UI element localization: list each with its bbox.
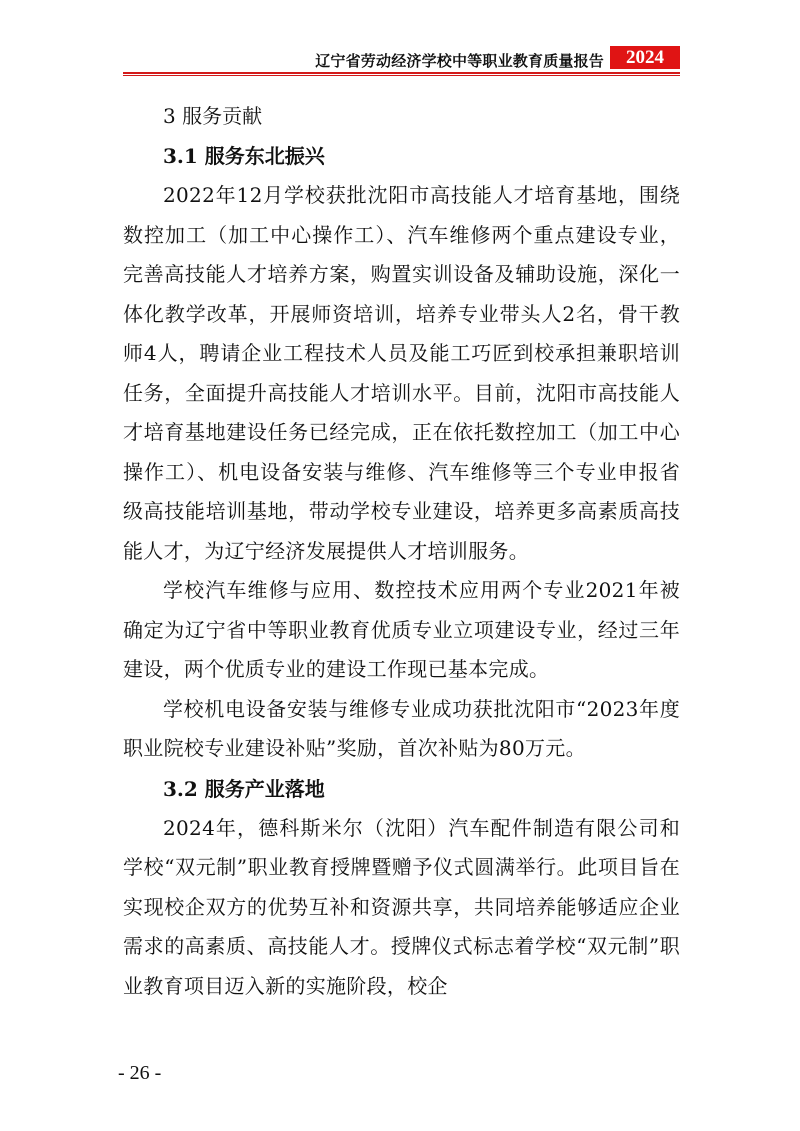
paragraph: 学校机电设备安装与维修专业成功获批沈阳市“2023年度职业院校专业建设补贴”奖励，首次补贴为80万元。 xyxy=(123,696,680,760)
paragraph: 学校汽车维修与应用、数控技术应用两个专业2021年被确定为辽宁省中等职业教育优质专业立项建设专业，经过三年建设，两个优质专业的建设工作现已基本完成。 xyxy=(123,578,680,681)
header-rule xyxy=(123,72,680,74)
paragraph: 2022年12月学校获批沈阳市高技能人才培育基地，围绕数控加工（加工中心操作工）、汽车维修两个重点建设专业，完善高技能人才培养方案，购置实训设备及辅助设施，深化一体化教学改革，开展师资培训，培养专业带头人2名，骨干教师4人，聘请企业工程技术人员及能工巧匠到校承担兼职培训任务，全面提升高技能人才培训水平。目前，沈阳市高技能人才培育基地建设任务已经完成，正在依托数控加工（加工中心操作工）、机电设备安装与维修、汽车维修等三个专业申报省级高技能培训基地，带动学校专业建设，培养更多高素质高技能人才，为辽宁经济发展提供人才培训服务。 xyxy=(123,183,680,563)
header-title: 辽宁省劳动经济学校中等职业教育质量报告 xyxy=(315,52,604,70)
page-header xyxy=(123,44,680,72)
section-title: 3 服务贡献 xyxy=(163,104,263,128)
page-number: - 26 - xyxy=(118,1062,162,1084)
header-rule-thin xyxy=(123,75,680,76)
subsection-title-3-1: 3.1 服务东北振兴 xyxy=(163,144,325,168)
document-body xyxy=(123,96,680,1006)
header-year-badge: 2024 xyxy=(610,46,680,69)
subsection-title-3-2: 3.2 服务产业落地 xyxy=(163,776,325,801)
paragraph: 2024年，德科斯米尔（沈阳）汽车配件制造有限公司和学校“双元制”职业教育授牌暨赠予仪式圆满举行。此项目旨在实现校企双方的优势互补和资源共享，共同培养能够适应企业需求的高素质、高技能人才。授牌仪式标志着学校“双元制”职业教育项目迈入新的实施阶段，校企 xyxy=(123,815,680,998)
